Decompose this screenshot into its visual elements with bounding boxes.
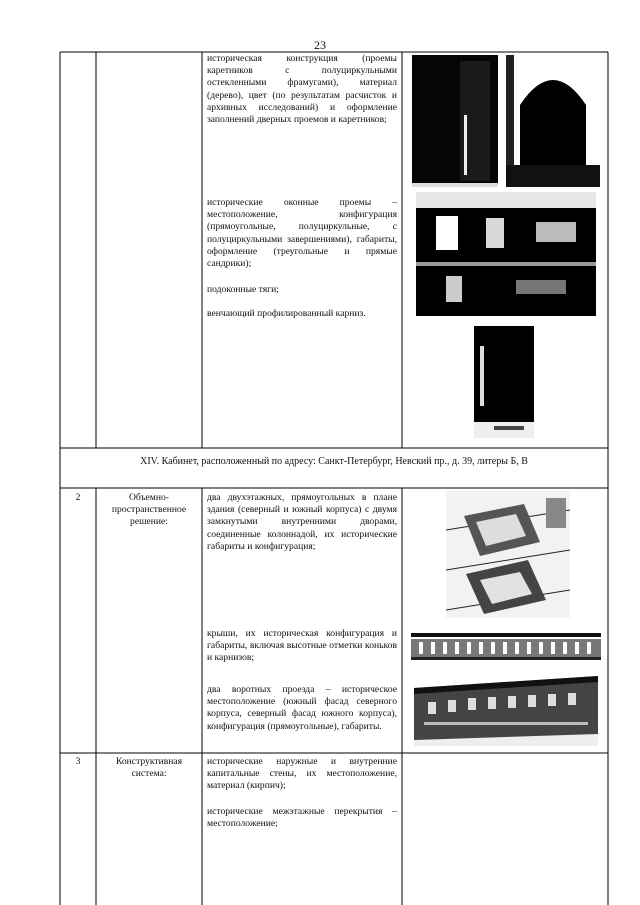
section-title: XIV. Кабинет, расположенный по адресу: Санкт-Петербург, Невский пр., д. 39, литеры Б, В — [140, 456, 528, 467]
feature-window-openings: исторические оконные проемы – местоположение, конфигурация (прямоугольные, полуциркульные, с полуциркульными завершениями), габариты, оформление (треугольные и прямые сандрики); — [207, 197, 397, 270]
feature-sill-belts: подоконные тяги; — [207, 284, 279, 295]
photo-arched-gate — [506, 55, 600, 187]
photo-gateway-facade — [414, 670, 598, 746]
feature-roofs: крыши, их историческая конфигурация и габариты, включая высотные отметки коньков и карнизов; — [207, 628, 397, 664]
row-number: 2 — [75, 492, 81, 503]
row-name: Конструктивная система: — [115, 756, 183, 780]
photo-door-detail — [412, 55, 498, 187]
photo-aerial-plan — [446, 490, 570, 618]
photo-facade-windows — [416, 192, 596, 316]
row-number: 3 — [75, 756, 81, 767]
photo-colonnade-panorama — [411, 629, 601, 661]
feature-cornice: венчающий профилированный карниз. — [207, 308, 366, 319]
page-number: 23 — [314, 38, 326, 52]
row-name: Объемно-пространственное решение: — [111, 492, 187, 528]
feature-buildings: два двухэтажных, прямоугольных в плане здания (северный и южный корпуса) с двумя замкнутыми внутренними дворами, соединенные колоннадой, их исторические габариты и конфигурация; — [207, 492, 397, 552]
feature-floor-slabs: исторические межэтажные перекрытия – местоположение; — [207, 806, 397, 830]
feature-capital-walls: исторические наружные и внутренние капитальные стены, их местоположение, материал (кирпич); — [207, 756, 397, 792]
feature-gates-carriage: историческая конструкция (проемы каретников с полуциркульными остекленными фрамугами), материал (дерево), цвет (по результатам расчисток и архивных исследований) и оформление заполнений дверных проемов и каретников; — [207, 53, 397, 126]
photo-window-detail — [474, 326, 534, 438]
feature-gateways: два воротных проезда – историческое местоположение (южный фасад северного корпуса, северный фасад южного корпуса), конфигурация (прямоугольные), габариты. — [207, 684, 397, 732]
